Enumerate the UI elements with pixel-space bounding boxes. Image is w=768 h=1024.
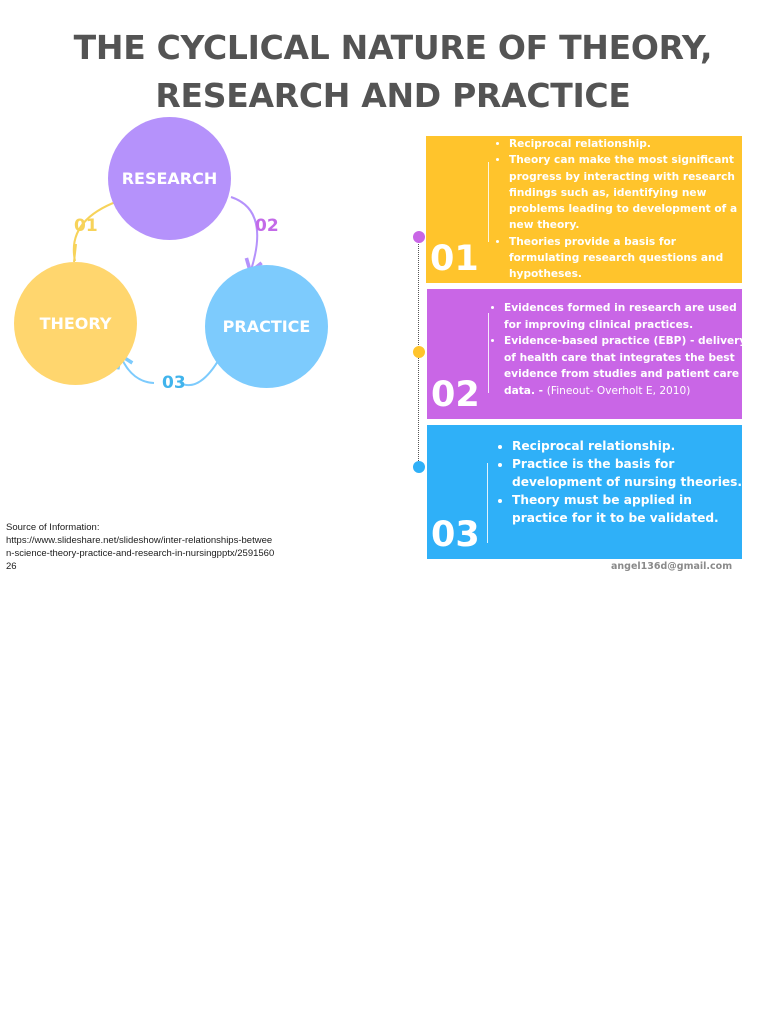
box-03-points — [498, 437, 744, 527]
source-url: https://www.slideshare.net/slideshow/inter-relationships-between-science-theory-practice-and-research-in-nursingpptx/259156026 — [6, 535, 275, 572]
step-label-02: 02 — [255, 216, 279, 236]
step-label-03: 03 — [162, 373, 186, 393]
list-item: • Reciprocal relationship. — [512, 437, 744, 455]
list-item: • Theory can make the most significant progress by interacting with research findings such as, identifying new problems leading to development of a new theory. — [509, 152, 749, 233]
node-research-label: RESEARCH — [121, 169, 218, 188]
list-item: • Practice is the basis for development of nursing theories. — [512, 455, 744, 491]
title-line-2: RESEARCH AND PRACTICE — [155, 76, 631, 115]
box-number: 02 — [431, 375, 480, 415]
node-practice-label: PRACTICE — [222, 317, 311, 336]
list-item: • Reciprocal relationship. — [509, 136, 749, 152]
author-email: angel136d@gmail.com — [611, 561, 733, 572]
node-theory-label: THEORY — [39, 314, 112, 333]
citation: (Fineout- Overholt E, 2010) — [546, 384, 691, 397]
source-heading: Source of Information: — [6, 522, 100, 533]
timeline-dot-3 — [413, 461, 425, 473]
title-line-1: THE CYCLICAL NATURE OF THEORY, — [73, 28, 713, 67]
node-theory — [14, 262, 137, 385]
arrow-practice-to-theory-2 — [121, 357, 154, 383]
ebp-text: Evidence-based practice (EBP) - delivery of health care that integrates the best evidence from studies and patient care data. - — [504, 335, 747, 397]
box-number: 03 — [431, 515, 480, 555]
list-item — [504, 333, 750, 399]
step-label-01: 01 — [74, 216, 98, 236]
list-item: • Theory must be applied in practice for it to be validated. — [512, 491, 744, 527]
list-item: • Evidences formed in research are used for improving clinical practices. — [504, 300, 750, 333]
box-divider — [488, 313, 489, 393]
info-box-02 — [427, 289, 747, 419]
node-research — [108, 117, 231, 240]
arrow-research-to-practice — [231, 197, 257, 270]
timeline-dot-2 — [413, 346, 425, 358]
info-box-01 — [426, 136, 742, 283]
info-box-03 — [427, 425, 742, 559]
box-02-points — [490, 300, 750, 399]
list-item: • Theories provide a basis for formulating research questions and hypotheses. — [509, 234, 749, 283]
box-number: 01 — [430, 239, 479, 279]
timeline-dot-1 — [413, 231, 425, 243]
box-01-points — [495, 136, 749, 283]
box-divider — [487, 463, 488, 543]
source-info — [6, 521, 276, 573]
node-practice — [205, 265, 328, 388]
box-divider — [488, 162, 489, 242]
